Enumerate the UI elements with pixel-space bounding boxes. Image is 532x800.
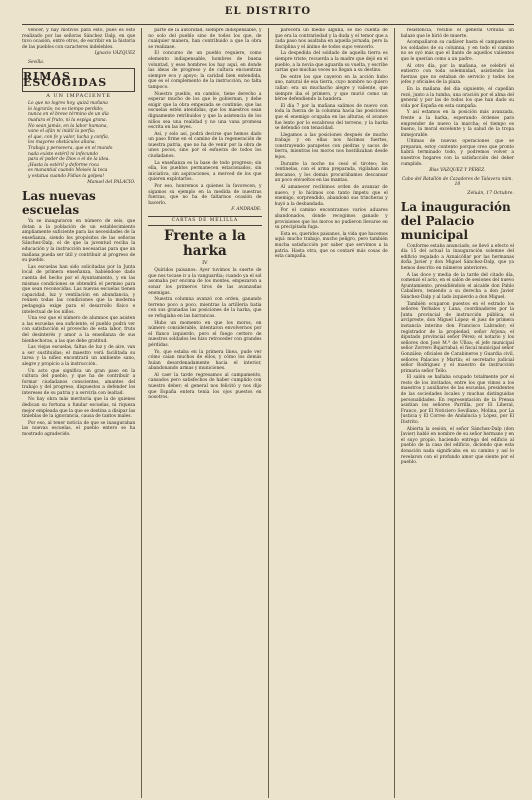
column-separator [141,28,142,798]
section-label-melilla: CARTAS DE MELILLA [148,216,261,226]
article-paragraph: Abierta la sesión, el señor Sánchez-Dalp (don Javier) habló en nombre de su señor hermano y en el suyo propio, haciendo entrega del edificio al pueblo de la casa del edificio, diciendo que esta donación nada significaba en su camino y así lo revelaron con el profundo amor que siente por el pueblo. [400,426,514,466]
intro-text: vencer, y hay motivos para esto, pues es esto realizado por las señoras Sánchez Dalp, en que tuvo ocasión, entre otros, de escribir en la historia de las pueblos con caracteres indelebles. [22,28,136,50]
andrade-signature: F. ANDRADE. [231,207,262,213]
masthead-rule [22,24,514,25]
dateline: Zeluán, 17 Octubre. [467,191,514,197]
article-paragraph: Ultimas de nuevas operaciones que se preparan, estoy contento porque creo que pronto habrá terminado todo, y podremos volver a nuestros hogares con la satisfacción del deber cumplido. [400,139,514,167]
article-paragraph: Hubo un momento en que los moros, en número considerable, intentaron envolvernos por el flanco izquierdo, pero el fuego certero de nuestros soldados les hizo retroceder con grandes pérdidas. [148,320,262,348]
article-paragraph: Al caer la tarde regresamos al campamento, cansados pero satisfechos de haber cumplido con nuestro deber; el general nos felicitó y nos dijo que España entera tenía los ojos puestos en nosotros. [148,372,262,401]
poem-line: nunca en el breve término de un día [28,112,109,118]
article-title-inauguracion: La inauguración del Palacio municipal [400,199,511,242]
poem-line: es manantial cuando Moisés la toca [28,168,108,174]
vazquez-signature-role: Cabo del Batallón de Cazadores de Talavera núm. 18 [401,176,513,188]
article-paragraph: resistencia, recibió el general Orduña un balazo que le hirió de muerte. [400,28,514,39]
poem-line: para el poder de Dios o el de la idea. [28,157,110,163]
article-paragraph: En la mañana del día siguiente, el capellán rezó, junto a la tumba, una oración por el alma del general y por las de todos los que han dado su vida por España en esta campaña. [400,86,514,109]
poem-line: los mayores obstáculos allana. [28,140,96,146]
article-paragraph: El salón se hallaba ocupado totalmente por el resto de los invitados, entre los que vimos a los maestros y auxiliares de las escuelas, presidentes de las sociedades locales y muchas distinguidas personalidades. En representación de la Prensa asistían los señores Parrilla, por El Liberal, Franco, por El Noticiero Sevillano, Molina, por La Justicia y El Correo de Andalucía y López, por El Distrito. [400,375,514,426]
article-paragraph: El concurso de un pueblo requiere, como elemento indispensable, hombres de buena voluntad, y esos hombres los hay aquí, en donde las ideas de progreso y de cultura encuentran siempre eco y apoyo; la caridad bien entendida, que es el complemento de la instrucción, no falta tampoco. [148,51,262,90]
poem-line: Lo que no logres hoy, quizá mañana [28,101,108,107]
article-paragraph: La enseñanza es la base de todo progreso; sin ella, los pueblos permanecen estacionados, sin iniciativa, sin aspiraciones, a merced de los que quieren explotarlos. [148,160,262,183]
article-paragraph: Un acto que significa un gran paso en la cultura del pueblo, y que ha de contribuir a formar ciudadanos conscientes, amantes del trabajo y del progreso, dispuestos a defender los intereses de su patria y a servirla con lealtad. [22,368,136,396]
vazquez-signature: Blas VÁZQUEZ Y PÉREZ. [429,168,486,174]
article-paragraph: Nuestra columna avanzó con orden, ganando terreno poco a poco, mientras la artillería batía con sus granadas las posiciones de la harka, que se refugiaba en las barrancas. [148,297,262,319]
column-separator [394,28,395,798]
poem-line: lo lograrás; no es tiempo perdido; [28,106,104,112]
article-paragraph: Conforme estaba anunciado, se llevó a efecto el día 15 del actual la inauguración solemne del edificio regalado a Aznalcóllar por las hermanas doña Javier y don Miguel Sánchez-Dalp, que ya hemos descrito en números anteriores. [400,243,514,271]
poem-signature: Manuel del PALACIO. [87,180,136,186]
poem-title: A UN IMPACIENTE [46,92,112,99]
rimas-banner [22,68,135,92]
poem-line: Trabaja y persevera, que en el mundo [28,145,113,151]
column-3 [275,28,388,798]
article-paragraph: Llegamos a las posiciones después de mucho trabajo y en ellas nos hicimos fuertes, construyendo parapetos con piedras y sacos de tierra, mientras los moros nos hostilizaban desde lejos. [274,132,388,161]
rimas-title: RIMAS ESCOGIDAS [23,69,108,89]
article-paragraph: Quiridos paisanos: Ayer tuvimos la suerte de que nos tocase ir a la vanguardia; cuando ya el sol asomaba por encima de los montes, empezaron a sonar los primeros tiros de las avanzadas enemigas. [148,268,262,296]
article-paragraph: Así, y solo así, podrá decirse que hemos dado un paso firme en el camino de la regeneración de nuestra patria, que no ha de venir por la obra de unos pocos, sino por el esfuerzo de todos los ciudadanos. [148,131,262,160]
article-paragraph: También ocuparon puestos en el estrado los señores Yerbales y Luna, coordinadores por la Junta provincial de instrucción pública; el arcipreste, don Miguel López; el juez de primera instancia interino don Francisco Labrador; el registrador de la propiedad, señor Arjona; el diputado provincial señor Pérez; el notario y los señores don José M.ª de Ulloa; el jefe municipal señor Zorrero Bujarrabal; el fiscal municipal señor González; oficiales de Carabineros y Guardia civil, señores Palacios y Martín; el secretario judicial señor Rodríguez y el maestro de instrucción primaria señor Tello. [400,301,514,374]
article-paragraph: Durante la noche no cesó el tiroteo; los centinelas, con el arma preparada, vigilaban sin descanso, y los demás procurábamos descansar un poco envueltos en las mantas. [274,161,388,184]
masthead: EL DISTRITO [224,6,312,17]
article-paragraph: Y así estamos en la posición más avanzada, frente a la harka, esperando órdenes para emprender de nuevo la marcha; el tiempo es bueno, la moral excelente y la salud de la tropa inmejorable. [400,110,514,138]
article-paragraph: No hay obra más meritoria que la de quienes dedican su fortuna a fundar escuelas, ni riqueza mejor empleada que la que se destina a disipar las tinieblas de la ignorancia, causa de tantos males. [22,397,136,420]
column-separator [268,28,269,798]
column-4 [401,28,514,798]
poem-line: madura el fruto, ni la espiga grana. [28,117,107,123]
poem-line: ¡Hasta la estéril y deforme roca [28,162,99,168]
article-paragraph: Acompañaron su cadáver hasta el campamento los soldados de su columna, y en todo el camino no se oyó más que el llanto de aquellos valientes que le querían como a un padre. [400,40,514,62]
article-paragraph: Al amanecer recibimos orden de avanzar de nuevo, y lo hicimos con tanto ímpetu que el enemigo, sorprendido, abandonó sus trincheras y huyó a la desbandada. [274,185,388,207]
article-title-escuelas: Las nuevas escuelas [22,189,96,218]
article-paragraph: Ya se inauguraron en número de seis, que dotan a la población de un establecimiento ampliamente suficiente para las necesidades de la enseñanza, siendo los propósitos de las señoras Sánchez-Dalp, el de que la juventud reciba la educación y la instrucción necesarias para que un mañana pueda ser útil y contribuir al progreso de su pueblo. [22,219,136,264]
article-paragraph: Nuestro pueblo, en cambio, tiene derecho a esperar mucho de los que le gobiernan, y debe exigir que la obra empezada se continúe, que las escuelas estén atendidas, que los maestros sean dignamente retribuidos y que la asistencia de los niños sea una realidad y no una vana promesa escrita en las leyes. [148,91,262,131]
poem-line: vano el afán ni inútil la porfía; [28,129,96,135]
article-paragraph: Las escuelas han sido solicitadas por la Junta local de primera enseñanza, habiéndose dado cuenta del hecho por el Ayuntamiento, y en las mismas condiciones se obtendrá el permiso para que sean reconocidas. Las nuevas escuelas tienen capacidad, luz y ventilación en abundancia, y reúnen todas las condiciones que la moderna pedagogía exige para el desarrollo físico e intelectual de los niños. [22,264,136,315]
article-paragraph: Esta es, queridos paisanos, la vida que hacemos aquí: mucho trabajo, mucho peligro, pero también mucha satisfacción por saber que servimos a la patria. Hasta otra, que os contaré más cosas de esta campaña. [274,231,388,260]
article-number: IV [202,259,208,266]
poem-line: nada existe estéril ni infecundo [28,151,98,157]
column-1 [22,28,135,798]
article-paragraph: Por eso, honremos a quienes la favorecen, y sigamos su ejemplo en la medida de nuestras fuerzas, que no ha de faltarnos ocasión de hacerlo. [148,184,262,206]
article-paragraph: parecerá un medio alguna, se dio cuenta de que era la contrariedad y la duda y el temor que a cada paso nos asaltaba en aquella jornada, pero la disciplina y el ánimo de todos supo vencerlo. [274,28,388,50]
article-paragraph: El día 7 por la mañana salimos de nuevo con toda la fuerza de la columna hacia las posiciones que el enemigo ocupaba en las alturas; el avance fue lento por lo escabroso del terreno, y la harka se defendió con tenacidad. [274,103,388,132]
place-name: Sevilla. [28,59,45,65]
article-paragraph: Al otro día, por la mañana, se celebró el entierro con toda solemnidad, asistiendo las fuerzas que no estaban de servicio y todos los jefes y oficiales de la plaza. [400,63,514,86]
article-paragraph: La despedida del soldado de aquella tierra es siempre triste; recuerda a la madre que dejó en el pueblo, a la novia que aguarda su vuelta, y escribe cartas que muchas veces no llegan a su destino. [274,51,388,74]
article-paragraph: A las doce y media de la tarde del citado día, comenzó el acto, en el salón de sesiones del nuevo Ayuntamiento, presidiéndolo el alcalde don Pablo Caballero, teniendo a su derecha a don Javier Sánchez-Dalp y al lado izquierdo a don Miguel. [400,272,514,300]
article-paragraph: De entre los que cayeron en la acción hubo uno, natural de esa tierra, cuyo nombre no quiero callar: era un muchacho alegre y valiente, que siempre iba el primero, y que murió como un héroe defendiendo la bandera. [274,74,388,103]
article-paragraph: Por el camino encontramos varios aduares abandonados, donde recogimos ganado y provisiones que los moros no pudieron llevarse en su precipitada fuga. [274,208,388,231]
poem [22,101,135,179]
article-paragraph: Por eso, al tener noticia de que se inauguraban las nuevas escuelas, el pueblo entero se ha mostrado agradecido. [22,420,136,438]
poem-line: y estatua cuando Fidias la golpea! [28,173,105,179]
intro-signature: Ignacio VÁZQUEZ [94,51,136,57]
columns [22,28,514,798]
article-title-harka: Frente a la harka [164,227,246,259]
article-paragraph: parte de la autoridad, siempre indispensable, y no solo del pueblo sino de todos los que, de cualquier manera, han contribuido a que la obra se realizase. [148,28,262,50]
article-paragraph: Las viejas escuelas, faltas de luz y de aire, van a ser sustituidas; el maestro verá facilitada su tarea y la niñez encontrará un ambiente sano, alegre y propicio a la instrucción. [22,345,136,367]
poem-line: No sean jamás, en la labor humana, [28,123,108,129]
article-paragraph: Una vez que el número de alumnos que asisten a las escuelas sea suficiente, el pueblo podrá ver con satisfacción el provecho de esta labor, fruto del desinterés y amor a la enseñanza de sus bienhechoras, a las que debe gratitud. [22,316,136,344]
column-2 [148,28,261,798]
poem-line: el que, con fe y valor, lucha y confía, [28,134,110,140]
article-paragraph: Yo, que estaba en la primera línea, pude ver cómo caían muchos de ellos, y cómo los demás huían desordenadamente hacia el interior, abandonando armas y municiones. [148,349,262,372]
